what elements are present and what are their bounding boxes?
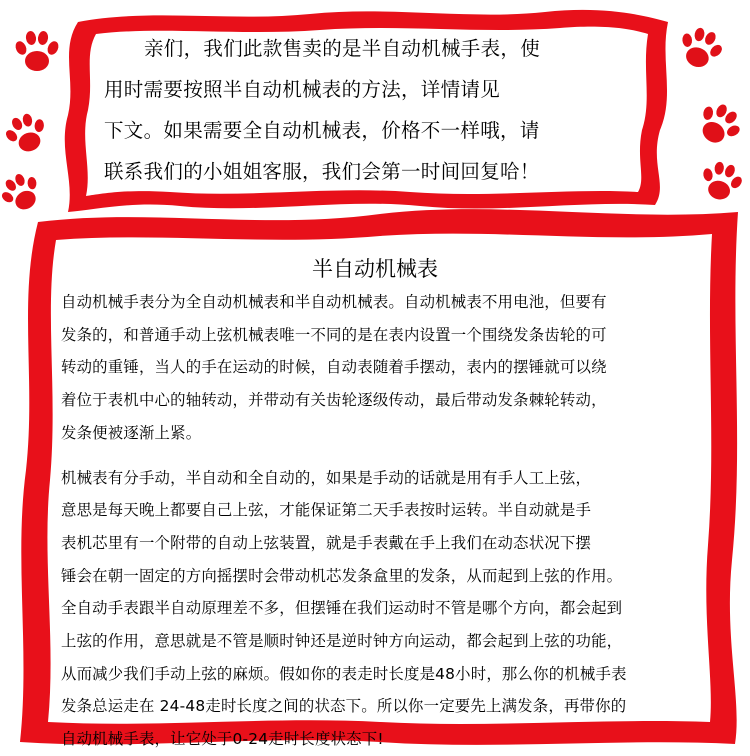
article-line: 意思是每天晚上都要自己上弦，才能保证第二天手表按时运转。半自动就是手 (61, 501, 592, 520)
article-title: 半自动机械表 (312, 257, 438, 281)
article-line: 转动的重锤，当人的手在运动的时候，自动表随着手摆动，表内的摆锤就可以绕 (61, 358, 607, 377)
article-line: 自动机械手表分为全自动机械表和半自动机械表。自动机械表不用电池，但要有 (61, 293, 607, 311)
article-line: 从而减少我们手动上弦的麻烦。假如你的表走时长度是48小时，那么你的机械手表 (61, 664, 627, 683)
article-line: 机械表有分手动，半自动和全自动的，如果是手动的话就是用有手人工上弦， (61, 468, 592, 487)
notice-line: 亲们，我们此款售卖的是半自动机械手表，使 (144, 37, 541, 60)
notice-line: 用时需要按照半自动机械表的方法，详情请见 (104, 78, 501, 101)
paw-print-icon (694, 102, 742, 150)
paw-print-icon (698, 160, 744, 206)
article-line: 表机芯里有一个附带的自动上弦装置，就是手表戴在手上我们在动态状况下摆 (61, 533, 592, 552)
paw-print-icon (4, 112, 50, 158)
article-body (61, 286, 701, 756)
article-line: 发条便被逐渐上紧。 (61, 423, 202, 442)
article-line: 上弦的作用，意思就是不管是顺时钟还是逆时钟方向运动，都会起到上弦的功能， (61, 632, 623, 651)
notice-text (104, 28, 624, 192)
article-line: 自动机械手表，让它处于0-24走时长度状态下! (61, 730, 384, 749)
notice-line: 下文。如果需要全自动机械表，价格不一样哦，请 (104, 119, 540, 142)
paw-print-icon (12, 28, 62, 78)
article-line: 着位于表机中心的轴转动，并带动有关齿轮逐级传动，最后带动发条棘轮转动， (61, 391, 607, 410)
paw-print-icon (676, 26, 724, 74)
article-line: 发条的，和普通手动上弦机械表唯一不同的是在表内设置一个围绕发条齿轮的可 (61, 325, 607, 344)
article-line: 发条总运走在 24-48走时长度之间的状态下。所以你一定要先上满发条，再带你的 (61, 697, 627, 716)
notice-line: 联系我们的小姐姐客服，我们会第一时间回复哈！ (104, 160, 540, 183)
article-line: 锤会在朝一固定的方向摇摆时会带动机芯发条盒里的发条，从而起到上弦的作用。 (61, 566, 623, 585)
paw-print-icon (0, 172, 44, 216)
article-line: 全自动手表跟半自动原理差不多，但摆锤在我们运动时不管是哪个方向，都会起到 (61, 599, 623, 618)
